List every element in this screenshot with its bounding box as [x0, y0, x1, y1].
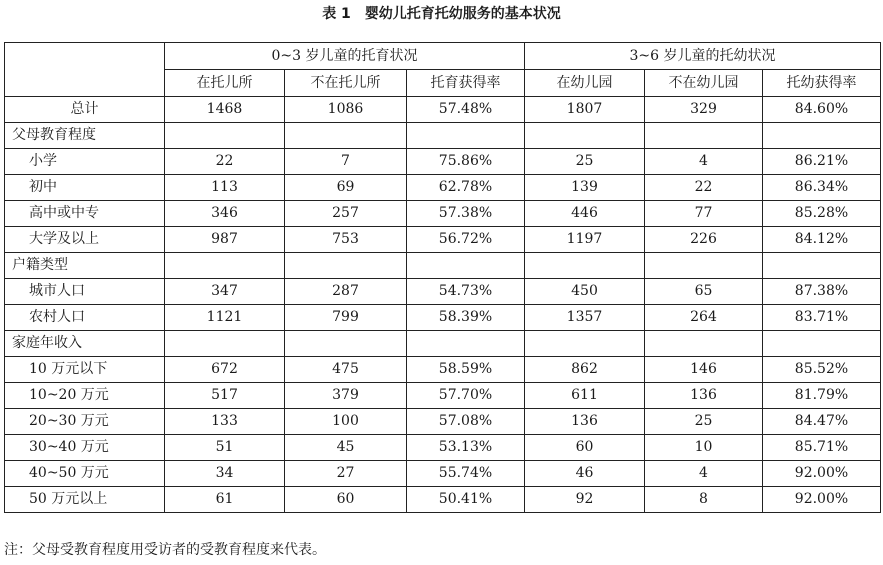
row-label: 家庭年收入: [5, 331, 165, 357]
table-cell: 27: [285, 461, 407, 487]
table-cell: 34: [165, 461, 285, 487]
table-cell: 69: [285, 175, 407, 201]
row-label: 农村人口: [5, 305, 165, 331]
row-label: 30~40 万元: [5, 435, 165, 461]
table-cell: 346: [165, 201, 285, 227]
table-cell: 25: [525, 149, 645, 175]
table-cell: 1468: [165, 97, 285, 123]
table-cell: 61: [165, 487, 285, 513]
row-label: 父母教育程度: [5, 123, 165, 149]
column-header: 在托儿所: [165, 70, 285, 97]
table-cell: [285, 123, 407, 149]
table-cell: 75.86%: [407, 149, 525, 175]
table-cell: 77: [645, 201, 763, 227]
row-label: 初中: [5, 175, 165, 201]
table-cell: [763, 331, 881, 357]
column-header: 不在幼儿园: [645, 70, 763, 97]
table-cell: [285, 253, 407, 279]
table-cell: 1197: [525, 227, 645, 253]
row-label: 户籍类型: [5, 253, 165, 279]
table-row: [5, 175, 881, 201]
table-cell: [763, 123, 881, 149]
table-cell: 92.00%: [763, 461, 881, 487]
table-cell: [645, 253, 763, 279]
table-cell: 1086: [285, 97, 407, 123]
table-cell: [165, 123, 285, 149]
table-cell: 46: [525, 461, 645, 487]
table-cell: 264: [645, 305, 763, 331]
table-cell: 84.60%: [763, 97, 881, 123]
column-header: 托幼获得率: [763, 70, 881, 97]
data-table: [4, 42, 881, 513]
table-cell: 45: [285, 435, 407, 461]
table-cell: 136: [645, 383, 763, 409]
row-label: 城市人口: [5, 279, 165, 305]
table-cell: 85.28%: [763, 201, 881, 227]
row-label: 高中或中专: [5, 201, 165, 227]
table-cell: [165, 331, 285, 357]
table-cell: 136: [525, 409, 645, 435]
table-cell: 862: [525, 357, 645, 383]
table-row: [5, 149, 881, 175]
table-cell: 57.08%: [407, 409, 525, 435]
table-row: [5, 227, 881, 253]
table-cell: 54.73%: [407, 279, 525, 305]
section-row: [5, 253, 881, 279]
table-cell: 53.13%: [407, 435, 525, 461]
table-cell: 85.71%: [763, 435, 881, 461]
table-cell: 257: [285, 201, 407, 227]
table-row: [5, 435, 881, 461]
table-cell: 56.72%: [407, 227, 525, 253]
table-cell: 517: [165, 383, 285, 409]
table-cell: 226: [645, 227, 763, 253]
table-cell: 133: [165, 409, 285, 435]
table-cell: 1807: [525, 97, 645, 123]
row-label: 50 万元以上: [5, 487, 165, 513]
header-corner-cell: [5, 43, 165, 97]
table-cell: 8: [645, 487, 763, 513]
table-cell: 22: [645, 175, 763, 201]
table-cell: 10: [645, 435, 763, 461]
column-header: 不在托儿所: [285, 70, 407, 97]
table-row: [5, 357, 881, 383]
column-header: 托育获得率: [407, 70, 525, 97]
table-cell: [525, 331, 645, 357]
table-cell: [407, 123, 525, 149]
header-group-3-6: 3~6 岁儿童的托幼状况: [525, 43, 881, 70]
table-cell: 87.38%: [763, 279, 881, 305]
table-cell: 347: [165, 279, 285, 305]
table-cell: 799: [285, 305, 407, 331]
table-cell: 84.12%: [763, 227, 881, 253]
table-cell: 84.47%: [763, 409, 881, 435]
table-cell: 22: [165, 149, 285, 175]
table-cell: 139: [525, 175, 645, 201]
row-label: 大学及以上: [5, 227, 165, 253]
header-row-groups: [5, 43, 881, 70]
column-header: 在幼儿园: [525, 70, 645, 97]
table-cell: 4: [645, 149, 763, 175]
table-title-text: 婴幼儿托育托幼服务的基本状况: [364, 6, 561, 22]
table-cell: [525, 253, 645, 279]
table-cell: 1121: [165, 305, 285, 331]
table-cell: 611: [525, 383, 645, 409]
table-number: 表 1: [322, 6, 351, 22]
table-cell: 92: [525, 487, 645, 513]
table-cell: 100: [285, 409, 407, 435]
section-row: [5, 123, 881, 149]
table-row: [5, 201, 881, 227]
table-cell: 50.41%: [407, 487, 525, 513]
table-row: [5, 461, 881, 487]
table-cell: 25: [645, 409, 763, 435]
row-label: 40~50 万元: [5, 461, 165, 487]
row-label: 10~20 万元: [5, 383, 165, 409]
row-label: 10 万元以下: [5, 357, 165, 383]
row-label: 20~30 万元: [5, 409, 165, 435]
table-cell: 4: [645, 461, 763, 487]
table-cell: 58.39%: [407, 305, 525, 331]
table-cell: 86.21%: [763, 149, 881, 175]
table-row: [5, 279, 881, 305]
header-group-0-3: 0~3 岁儿童的托育状况: [165, 43, 525, 70]
table-row: [5, 305, 881, 331]
table-cell: 83.71%: [763, 305, 881, 331]
table-cell: 450: [525, 279, 645, 305]
table-cell: 58.59%: [407, 357, 525, 383]
table-row: [5, 383, 881, 409]
table-cell: 379: [285, 383, 407, 409]
table-cell: 57.70%: [407, 383, 525, 409]
table-cell: 1357: [525, 305, 645, 331]
table-cell: 62.78%: [407, 175, 525, 201]
table-cell: 287: [285, 279, 407, 305]
table-cell: [763, 253, 881, 279]
table-cell: 57.48%: [407, 97, 525, 123]
table-cell: [407, 331, 525, 357]
table-cell: 475: [285, 357, 407, 383]
table-cell: 65: [645, 279, 763, 305]
table-cell: 7: [285, 149, 407, 175]
table-cell: 51: [165, 435, 285, 461]
table-cell: [645, 123, 763, 149]
table-cell: 55.74%: [407, 461, 525, 487]
table-cell: 85.52%: [763, 357, 881, 383]
table-cell: 672: [165, 357, 285, 383]
table-cell: 987: [165, 227, 285, 253]
table-row: [5, 487, 881, 513]
table-cell: 113: [165, 175, 285, 201]
table-cell: [525, 123, 645, 149]
table-title: [0, 5, 883, 23]
table-cell: 86.34%: [763, 175, 881, 201]
table-cell: 92.00%: [763, 487, 881, 513]
table-cell: [407, 253, 525, 279]
table-cell: 57.38%: [407, 201, 525, 227]
table-cell: 753: [285, 227, 407, 253]
table-cell: 329: [645, 97, 763, 123]
table-cell: 446: [525, 201, 645, 227]
table-cell: [645, 331, 763, 357]
table-cell: [165, 253, 285, 279]
row-label: 总计: [5, 97, 165, 123]
section-row: [5, 331, 881, 357]
table-cell: 60: [525, 435, 645, 461]
table-cell: 81.79%: [763, 383, 881, 409]
total-row: [5, 97, 881, 123]
table-cell: 146: [645, 357, 763, 383]
table-cell: [285, 331, 407, 357]
table-footnote: 注：父母受教育程度用受访者的受教育程度来代表。: [4, 542, 326, 558]
row-label: 小学: [5, 149, 165, 175]
table-cell: 60: [285, 487, 407, 513]
table-row: [5, 409, 881, 435]
